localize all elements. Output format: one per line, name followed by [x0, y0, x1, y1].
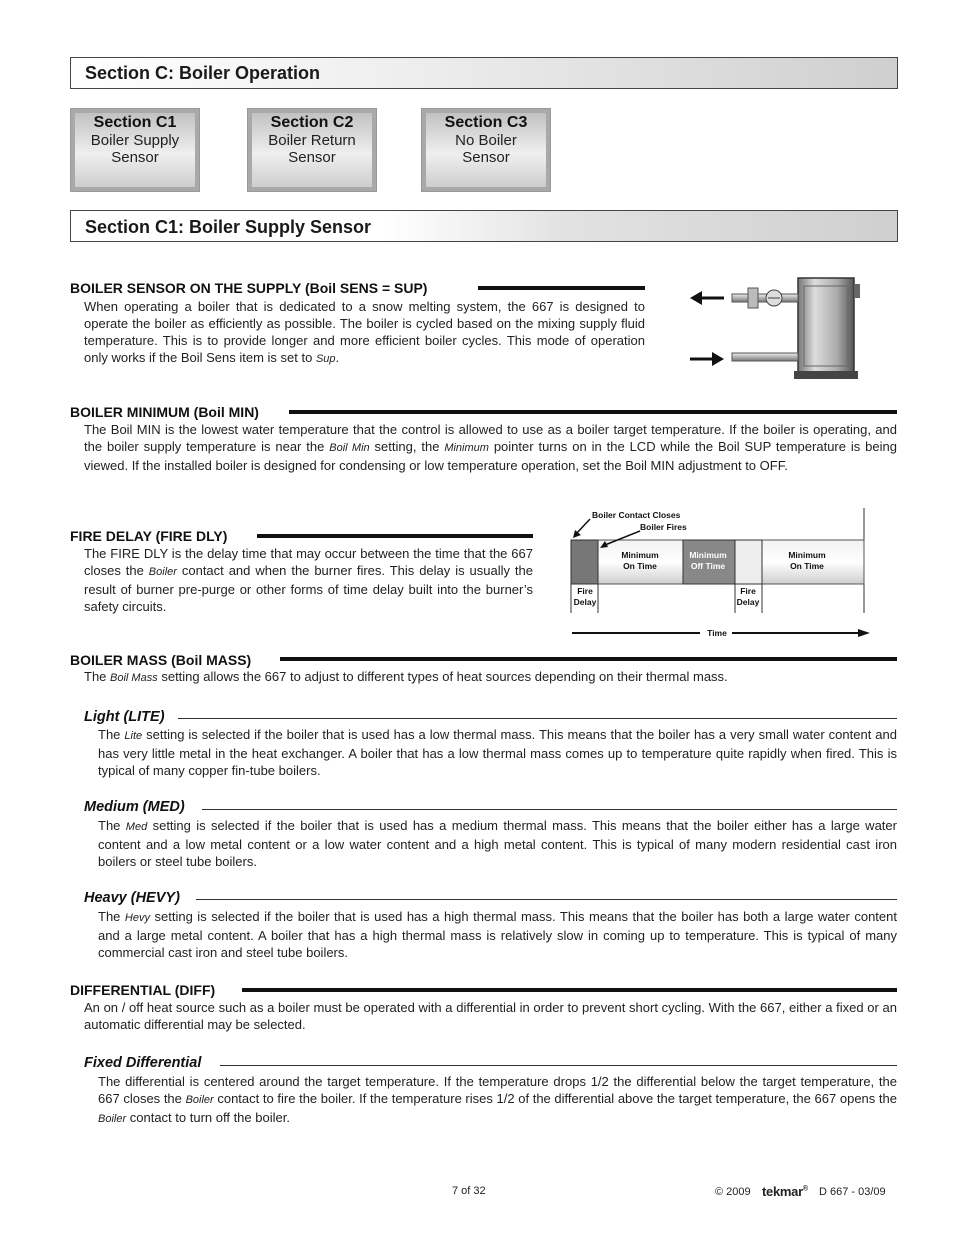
delay-label-2: Delay — [736, 597, 760, 607]
copyright: © 2009 — [715, 1186, 751, 1198]
section-c-banner — [70, 57, 898, 89]
lite-rule — [178, 718, 897, 719]
timing-diagram — [560, 505, 880, 645]
med-text — [98, 817, 897, 870]
fire-delay-text — [84, 545, 533, 615]
boil-min-rule — [289, 410, 897, 414]
page-number: 7 of 32 — [452, 1185, 486, 1197]
lite-t2: setting is selected if the boiler that is used has a low thermal mass. This means that the boiler has a very small water content and has very little metal in the heat exchanger. A boiler that has a low thermal mass comes up to temperature quite rapidly when fired. This is typical of many copper fin-tube boilers. — [98, 727, 897, 778]
med-t1: The — [98, 818, 121, 833]
fire-delay-block-2 — [735, 540, 762, 584]
return-pipe — [732, 353, 798, 361]
section-c-title: Section C: Boiler Operation — [85, 63, 321, 83]
boil-min-t1: The Boil MIN is the lowest water temperature that the control is allowed to use as a boiler target temperature. If the boiler is operating, and the boiler supply temperature is near the — [84, 422, 897, 454]
min-off-a: Minimum — [689, 550, 727, 560]
supply-text — [84, 298, 645, 368]
boiler-body — [798, 278, 854, 374]
contact-closes-label: Boiler Contact Closes — [592, 510, 681, 520]
boil-mass-heading: BOILER MASS (Boil MASS) — [70, 652, 252, 668]
fixed-heading: Fixed Differential — [84, 1055, 202, 1071]
boil-min-text — [84, 421, 897, 474]
fixed-text — [98, 1073, 897, 1128]
min-on-1a: Minimum — [621, 550, 659, 560]
brand-name: tekmar — [762, 1184, 803, 1199]
section-c2-box[interactable] — [247, 108, 377, 192]
hevy-text — [98, 908, 897, 961]
fire-delay-t1: The FIRE DLY is the delay time that may occur between the time that the 667 closes the — [84, 546, 533, 578]
min-on-2b: On Time — [790, 561, 824, 571]
fire-delay-term: Boiler — [148, 566, 177, 578]
time-arrow-icon — [858, 629, 870, 637]
section-c1-line2: Sensor — [111, 149, 159, 166]
lite-term: Lite — [124, 730, 143, 742]
boil-mass-t1: The — [84, 669, 107, 684]
diff-heading: DIFFERENTIAL (DIFF) — [70, 982, 216, 998]
boil-min-term1: Boil Min — [329, 442, 370, 454]
boil-min-term2: Minimum — [444, 442, 489, 454]
fixed-term2: Boiler — [98, 1113, 127, 1125]
fixed-t2: contact to fire the boiler. If the temperature rises 1/2 of the differential above the target temperature, the 667 opens the — [217, 1091, 897, 1106]
section-c3-line2: Sensor — [462, 149, 510, 166]
doc-number: D 667 - 03/09 — [819, 1186, 886, 1198]
lite-heading: Light (LITE) — [84, 709, 165, 725]
section-c1-box[interactable] — [70, 108, 200, 192]
diff-rule — [242, 988, 897, 992]
fixed-t1: The differential is centered around the target temperature. If the temperature drops 1/2 the differential below the target temperature, the 667 closes the — [98, 1074, 897, 1106]
fire-delay-heading: FIRE DELAY (FIRE DLY) — [70, 528, 228, 544]
boil-min-heading: BOILER MINIMUM (Boil MIN) — [70, 404, 259, 420]
med-t2: setting is selected if the boiler that is used has a medium thermal mass. This means that the boiler either has a large water content and a low metal content or a low water content and a high metal content. This is typical of many modern residential cast iron boilers or steel tube boilers. — [98, 818, 897, 869]
section-c2-line1: Boiler Return — [268, 132, 356, 149]
boil-mass-text — [84, 668, 897, 687]
section-c3-line1: No Boiler — [455, 132, 517, 149]
section-c2-line2: Sensor — [288, 149, 336, 166]
min-off-b: Off Time — [690, 561, 726, 571]
supply-heading-rule — [478, 286, 645, 290]
med-term: Med — [125, 821, 148, 833]
fire-label-1: Fire — [577, 586, 593, 596]
hevy-term: Hevy — [124, 912, 150, 924]
fixed-t3: contact to turn off the boiler. — [129, 1110, 290, 1125]
boil-min-t3: pointer turns on in the LCD while the Boil SUP temperature is being viewed. If the installed boiler is designed for condensing or low temperature operation, set the Boil MIN adjustment to OFF. — [84, 439, 897, 473]
supply-heading: BOILER SENSOR ON THE SUPPLY (Boil SENS = SUP) — [70, 280, 428, 296]
boil-mass-term: Boil Mass — [110, 672, 158, 684]
supply-pipe — [732, 294, 798, 302]
section-c1-title: Section C1: Boiler Supply Sensor — [85, 217, 372, 237]
hevy-rule — [196, 899, 897, 900]
supply-term: Sup — [315, 353, 336, 365]
brand-logo: tekmar® — [762, 1184, 808, 1199]
boiler-fires-label: Boiler Fires — [640, 522, 687, 532]
fire-delay-rule — [257, 534, 533, 538]
time-label: Time — [707, 628, 727, 638]
fixed-term1: Boiler — [185, 1094, 214, 1106]
fire-label-2: Fire — [740, 586, 756, 596]
diff-text: An on / off heat source such as a boiler must be operated with a differential in order to prevent short cycling. With the 667, either a fixed or an automatic differential may be selected. — [84, 1000, 897, 1032]
fixed-rule — [220, 1065, 897, 1066]
lite-t1: The — [98, 727, 121, 742]
supply-end: . — [335, 350, 340, 365]
hevy-t1: The — [98, 909, 121, 924]
hevy-heading: Heavy (HEVY) — [84, 890, 180, 906]
section-c2-heading: Section C2 — [270, 114, 354, 131]
boil-mass-t2: setting allows the 667 to adjust to different types of heat sources depending on their thermal mass. — [161, 669, 728, 684]
section-c1-banner — [70, 210, 898, 242]
med-rule — [202, 809, 897, 810]
min-on-2a: Minimum — [788, 550, 826, 560]
section-c1-heading: Section C1 — [93, 114, 177, 131]
section-c1-line1: Boiler Supply — [90, 132, 180, 149]
supply-body: When operating a boiler that is dedicated to a snow melting system, the 667 is designed to operate the boiler as efficiently as possible. The boiler is cycled based on the mixing supply fluid temperature. This is to provide longer and more efficient boiler cycles. This mode of operation only works if the Boil Sens item is set to — [84, 299, 645, 365]
min-on-1b: On Time — [623, 561, 657, 571]
hevy-t2: setting is selected if the boiler that is used has a high thermal mass. This means that the boiler has both a large water content and a large metal content. A boiler that has a high thermal mass is relatively slow in coming up to temperature. This is typical of many commercial cast iron and steel tube boilers. — [98, 909, 897, 960]
med-heading: Medium (MED) — [84, 799, 185, 815]
delay-label-1: Delay — [573, 597, 597, 607]
boiler-illustration — [688, 276, 863, 384]
boil-min-t2: setting, the — [374, 439, 440, 454]
lite-text — [98, 726, 897, 779]
fire-delay-block-1 — [571, 540, 598, 584]
boil-mass-rule — [280, 657, 897, 661]
section-c3-box[interactable] — [421, 108, 551, 192]
section-c3-heading: Section C3 — [444, 114, 528, 131]
fire-delay-t2: contact and when the burner fires. This delay is usually the result of burner pre-purge or other forms of time delay built into the burner’s safety circuits. — [84, 563, 533, 614]
